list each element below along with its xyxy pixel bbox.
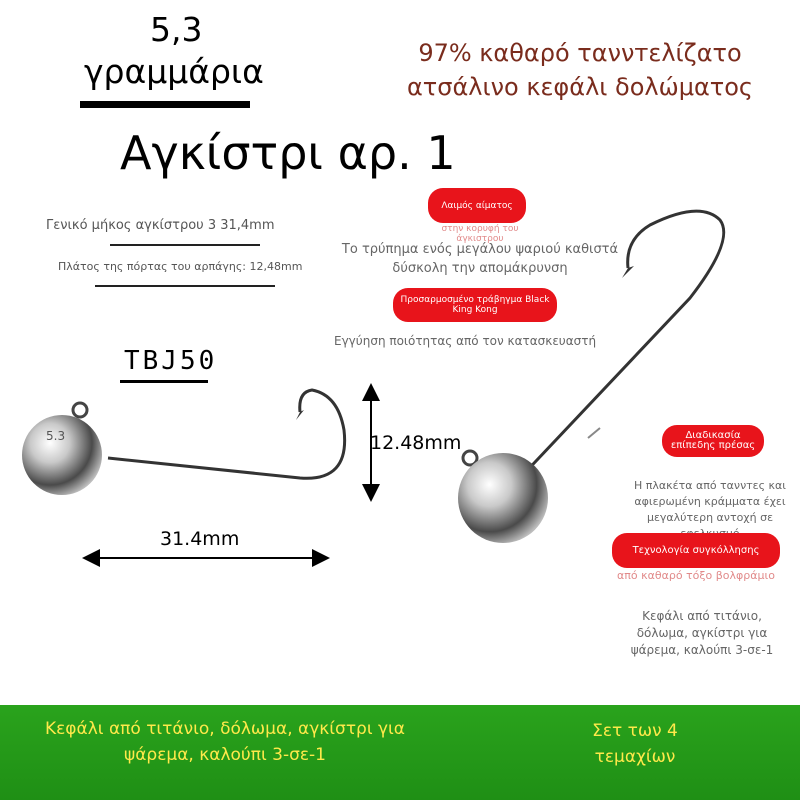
overall-length-spec: Γενικό μήκος αγκίστρου 3 31,4mm: [46, 218, 275, 233]
callout-tag-label: Λαιμός αίματος: [441, 200, 513, 211]
callout-text-quality: Εγγύηση ποιότητας από τον κατασκευαστή: [334, 334, 597, 348]
callout-tag-subtext: στην κορυφή του άγκιστρου: [441, 224, 519, 244]
callout-tag-label: Τεχνολογία συγκόλλησης: [632, 544, 760, 556]
callout-tag-welding: [612, 533, 780, 568]
model-code: TBJ50: [124, 346, 218, 376]
callout-tag-subtext: από καθαρό τόξο βολφράμιο: [617, 569, 775, 582]
width-arrow: [82, 549, 330, 567]
gate-width-spec: Πλάτος της πόρτας του αρπάγης: 12,48mm: [58, 260, 303, 273]
callout-tag-flat-press: [662, 425, 764, 457]
callout-text-piercing: Το τρύπημα ενός μεγάλου ψαριού καθιστά δύσκολη την απομάκρυνση: [341, 242, 619, 276]
page-title: Αγκίστρι αρ. 1: [120, 126, 456, 180]
height-dimension-label: 12.48mm: [370, 432, 462, 454]
divider: [110, 244, 260, 246]
divider: [95, 285, 275, 287]
footer-set-count: Σετ των 4 τεμαχίων: [592, 721, 678, 767]
weight-underline: [80, 101, 250, 108]
callout-tag-label: Προσαρμοσμένο τράβηγμα Black King Kong: [400, 295, 550, 315]
callout-tag-blood-neck: [428, 188, 526, 223]
callout-tag-black-king-kong: [393, 288, 557, 322]
callout-text-product: Κεφάλι από τιτάνιο, δόλωμα, αγκίστρι για ψάρεμα, καλούπι 3-σε-1: [630, 609, 774, 657]
left-jig-hook: [22, 390, 345, 495]
ball-mark: 5.3: [46, 429, 66, 443]
weight-unit: γραμμάρια: [84, 52, 264, 91]
model-underline: [120, 380, 208, 383]
callout-tag-label: Διαδικασία επίπεδης πρέσας: [670, 430, 756, 451]
callout-text-alloy: Η πλακέτα από ταννтες και αφιερωμένη κράμματα έχει μεγαλύτερη αντοχή σε: [634, 479, 786, 524]
footer-product-name: Κεφάλι από τιτάνιο, δόλωμα, αγκίστρι για ψάρεμα, καλούπι 3-σε-1: [44, 719, 406, 765]
length-dimension-label: 31.4mm: [160, 528, 240, 550]
weight-value: 5,3: [150, 10, 203, 49]
headline: 97% καθαρό ταννтελίζατο ατσάλινο κεφάλι δολώματος: [406, 39, 754, 101]
